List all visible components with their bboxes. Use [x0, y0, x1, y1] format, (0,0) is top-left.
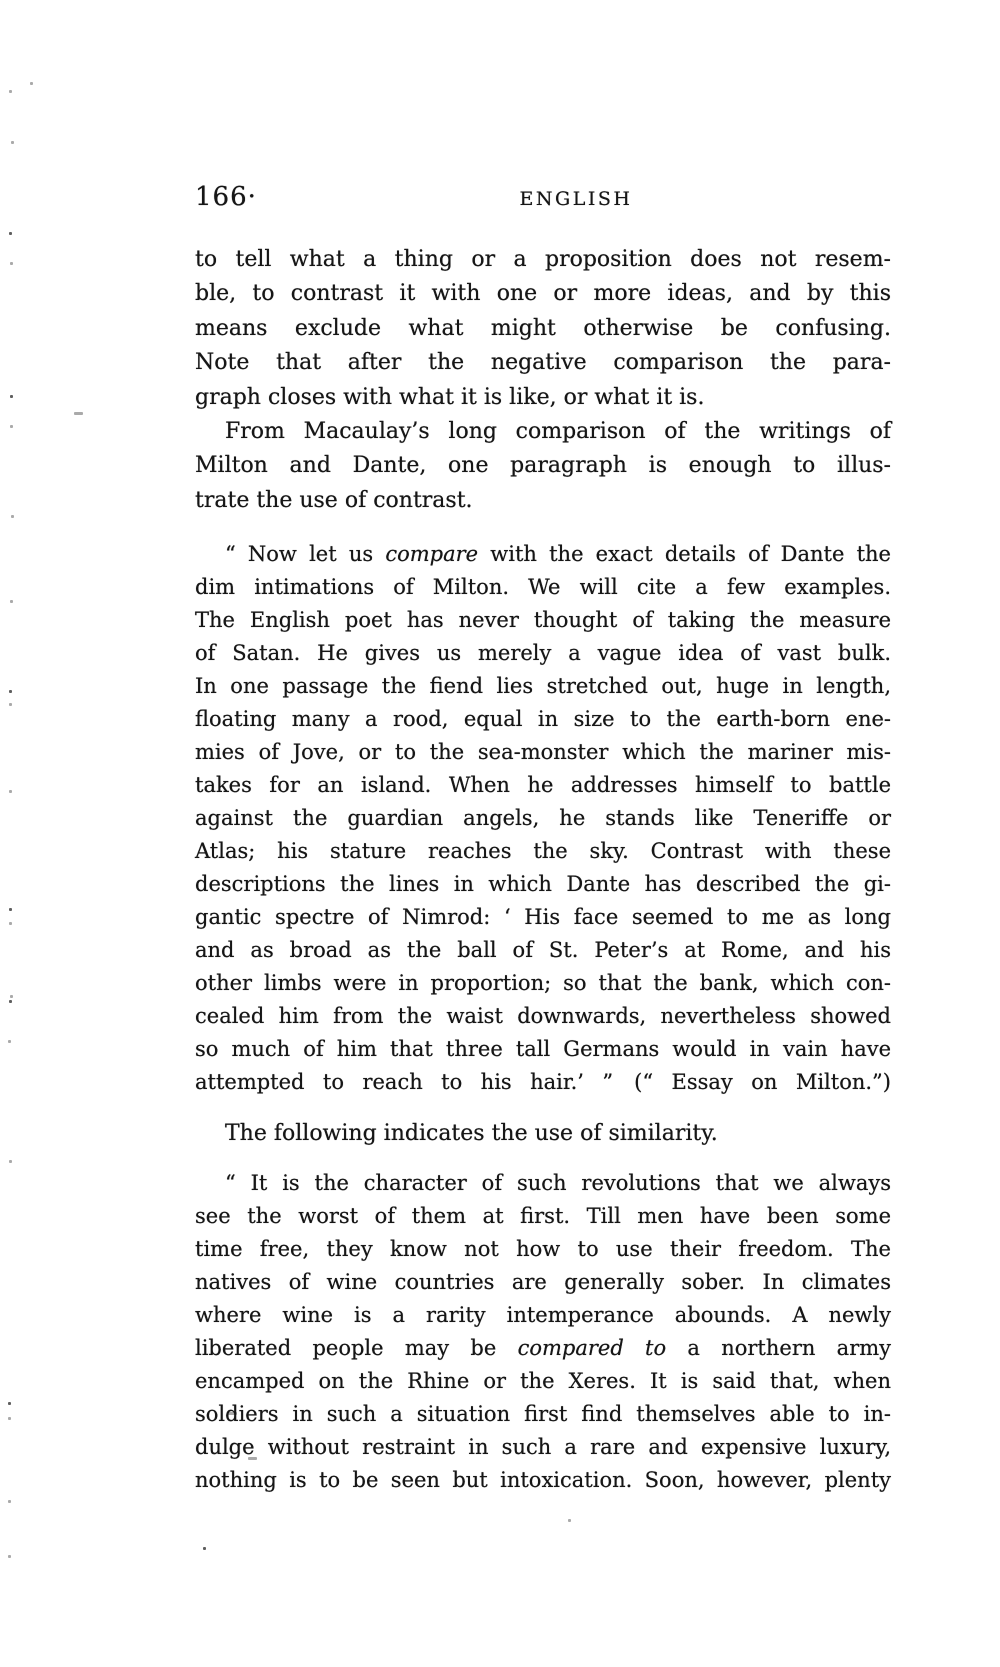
scan-speck: [11, 141, 14, 144]
text-line: The English poet has never thought of taking the measure: [195, 608, 891, 633]
similarity-intro-paragraph: [195, 1117, 891, 1151]
scan-speck: [8, 1402, 11, 1405]
text-line: The following indicates the use of similarity.: [225, 1121, 718, 1147]
text-line: mies of Jove, or to the sea-monster which the mariner mis-: [195, 740, 891, 765]
scan-speck: [10, 425, 13, 428]
scan-speck: [9, 232, 12, 235]
text-line: descriptions the lines in which Dante has described the gi-: [195, 872, 891, 897]
text-line: time free, they know not how to use their freedom. The: [195, 1236, 891, 1261]
macaulay-intro-paragraph: [195, 415, 891, 518]
text-line: nothing is to be seen but intoxication. Soon, however, plenty: [195, 1467, 891, 1492]
text-line: ble, to contrast it with one or more ideas, and by this: [195, 281, 891, 307]
scan-speck: [11, 515, 14, 518]
text-line: Note that after the negative comparison the para-: [195, 350, 891, 376]
scan-speck: [74, 412, 83, 415]
text-line: liberated people may be compared to a northern army: [195, 1335, 892, 1360]
scan-speck: [8, 1555, 11, 1558]
text-line: takes for an island. When he addresses himself to battle: [195, 773, 891, 798]
scan-speck: [10, 600, 13, 603]
scan-speck: [8, 1500, 11, 1503]
scan-speck: [9, 90, 12, 93]
text-line: soldiers in such a situation first find themselves able to in-: [195, 1401, 891, 1426]
text-line: “ It is the character of such revolutions that we always: [225, 1170, 891, 1195]
scan-speck: [30, 82, 33, 85]
text-line: floating many a rood, equal in size to the earth-born ene-: [195, 707, 891, 732]
text-line: From Macaulay’s long comparison of the writings of: [225, 419, 891, 445]
scan-speck: [203, 1547, 206, 1550]
text-line: means exclude what might otherwise be confusing.: [195, 315, 891, 341]
scan-speck: [9, 790, 12, 793]
text-line: against the guardian angels, he stands like Teneriffe or: [195, 806, 891, 831]
scan-speck: [568, 1519, 571, 1522]
text-line: “ Now let us compare with the exact details of Dante the: [225, 542, 891, 567]
intro-continuation-paragraph: [195, 243, 891, 415]
scan-speck: [9, 908, 12, 911]
scan-speck: [9, 1000, 12, 1003]
text-line: of Satan. He gives us merely a vague idea of vast bulk.: [195, 641, 891, 666]
scan-speck: [9, 703, 12, 706]
scan-speck: [9, 690, 12, 693]
text-line: dim intimations of Milton. We will cite a few examples.: [195, 575, 891, 600]
revolutions-similarity-quotation: [195, 1167, 891, 1497]
text-line: gantic spectre of Nimrod: ‘ His face seemed to me as long: [195, 905, 891, 930]
text-block: [195, 183, 891, 1497]
scan-speck: [8, 1040, 11, 1043]
scan-speck: [9, 1160, 12, 1163]
text-line: where wine is a rarity intemperance abounds. A newly: [195, 1302, 891, 1327]
text-line: Milton and Dante, one paragraph is enough to illus-: [195, 453, 891, 479]
milton-dante-contrast-quotation: [195, 538, 891, 1099]
page-number: 166·: [195, 182, 257, 212]
text-line: dulge without restraint in such a rare and expensive luxury,: [195, 1434, 891, 1459]
scan-speck: [10, 995, 13, 998]
scan-speck: [9, 922, 12, 925]
text-line: other limbs were in proportion; so that the bank, which con-: [195, 971, 891, 996]
text-line: graph closes with what it is like, or what it is.: [195, 384, 705, 410]
text-line: Atlas; his stature reaches the sky. Contrast with these: [195, 839, 891, 864]
text-line: trate the use of contrast.: [195, 487, 473, 513]
text-line: so much of him that three tall Germans would in vain have: [195, 1037, 891, 1062]
scan-speck: [10, 262, 13, 265]
scan-speck: [10, 395, 13, 398]
text-line: see the worst of them at first. Till men have been some: [195, 1203, 891, 1228]
running-head: ENGLISH: [519, 188, 633, 210]
text-line: attempted to reach to his hair.’ ” (“ Essay on Milton.”): [195, 1070, 891, 1095]
text-line: cealed him from the waist downwards, nevertheless showed: [195, 1004, 891, 1029]
scan-speck: [8, 1417, 11, 1420]
text-line: and as broad as the ball of St. Peter’s at Rome, and his: [195, 938, 891, 963]
text-line: to tell what a thing or a proposition does not resem-: [195, 247, 891, 272]
text-line: encamped on the Rhine or the Xeres. It is said that, when: [195, 1368, 891, 1393]
text-line: natives of wine countries are generally sober. In climates: [195, 1269, 891, 1294]
text-line: In one passage the fiend lies stretched out, huge in length,: [195, 674, 891, 699]
page-header: [195, 183, 891, 213]
